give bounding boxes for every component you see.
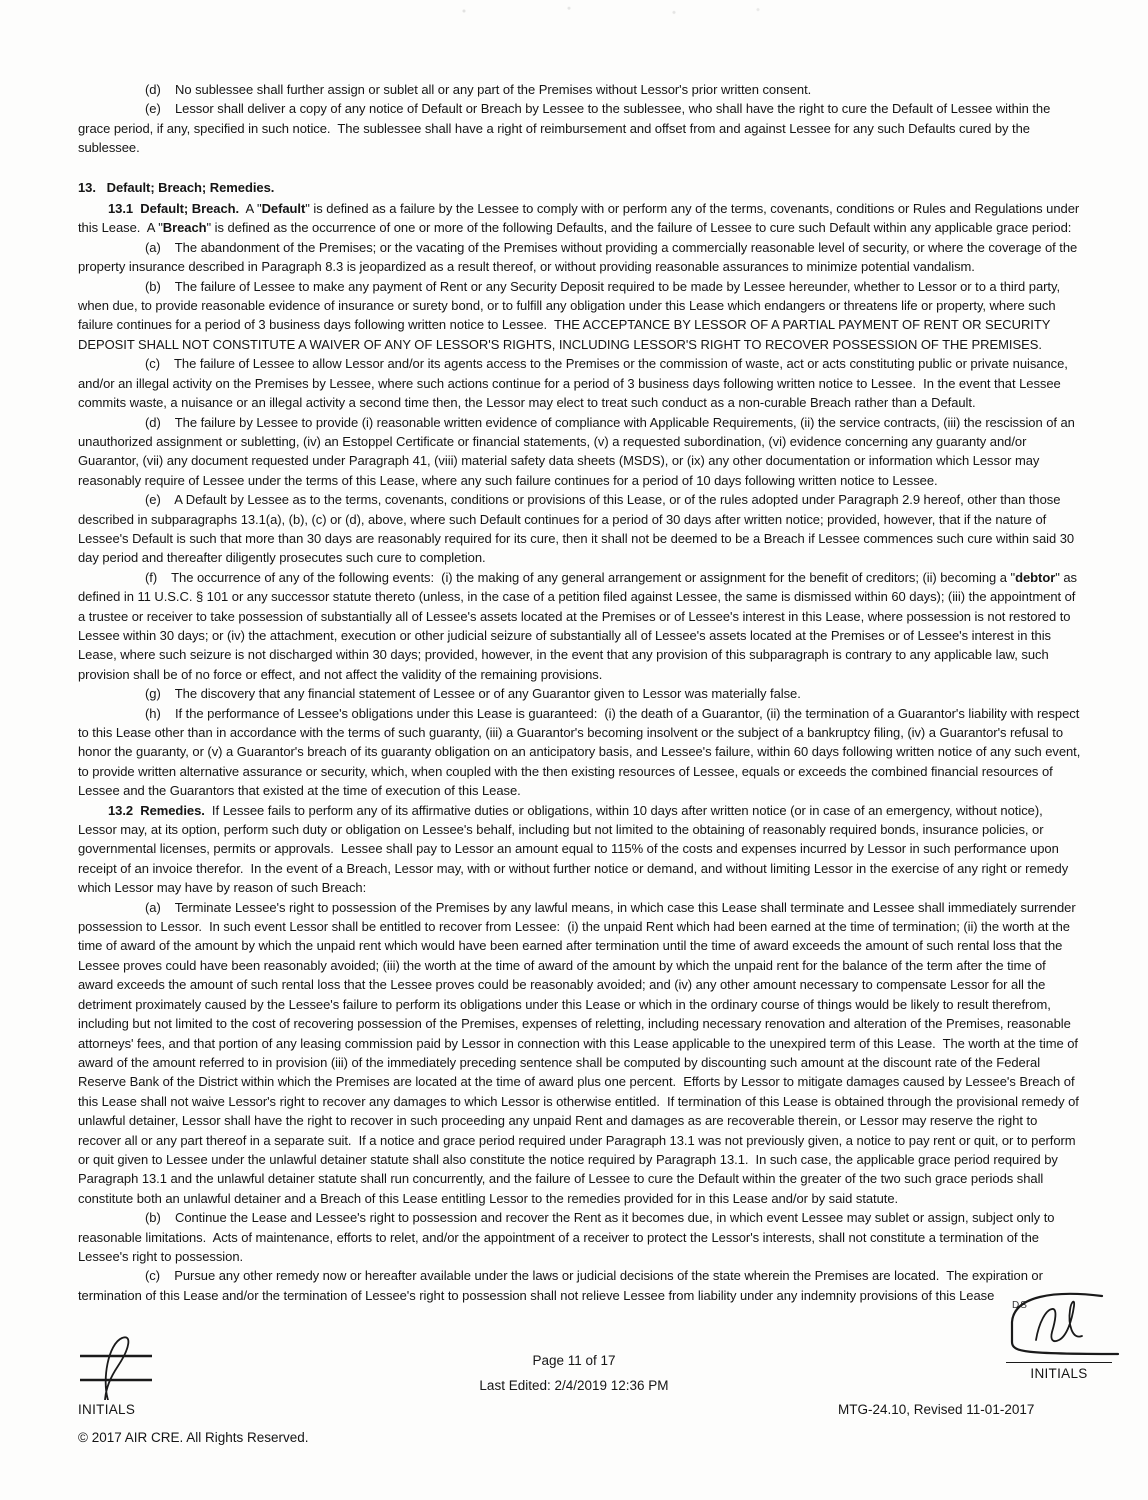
bold-text-run: 13.1 Default; Breach. (108, 201, 240, 217)
paragraph (78, 178, 1082, 197)
initials-block-right (984, 1292, 1134, 1381)
scan-artifact (380, 4, 800, 18)
initials-label-right: INITIALS (1030, 1366, 1088, 1381)
text-run: " as defined in 11 U.S.C. § 101 or any successor statute thereto (unless, in the case of a petition filed against Lessee, the same is dismissed within 60 days); (iii) the appointment of a trustee or receiver to take possession of substantially all of Lessee's assets located at the Premises or of Lessee's interest in this Lease, where possession is not restored to Lessee within 30 days; or (iv) the attachment, execution or other judicial seizure of substantially all of Lessee's assets located at the Premises or of Lessee's interest in this Lease, where such seizure is not discharged within 30 days; provided, however, in the event that any provision of this subparagraph is contrary to any applicable law, such provision shall be of no force or effect, and not affect the validity of the remaining provisions. (78, 569, 1081, 682)
docusign-tag: DS (1012, 1300, 1028, 1311)
paragraph (78, 99, 1082, 157)
paragraph (78, 704, 1082, 801)
text-run: (f) The occurrence of any of the following events: (i) the making of any general arrangement or assignment for the benefit of creditors; (ii) becoming a " (145, 569, 1016, 585)
text-run: (e) Lessor shall deliver a copy of any notice of Default or Breach by Lessee to the sublessee, who shall have the right to cure the Default of Lessee within the grace period, if any, specified in such notice. The sublessee shall have a right of reimbursement and offset from and against Lessee for any such Defaults cured by the sublessee. (78, 101, 1054, 156)
text-run: (a) Terminate Lessee's right to possession of the Premises by any lawful means, in which case this Lease shall terminate and Lessee shall immediately surrender possession to Lessor. In such event Lessor shall be entitled to recover from Lessee: (i) the unpaid Rent which had been earned at the time of termination; (ii) the worth at the time of award of the amount by which the unpaid rent which would have been earned after termination until the time of award exceeds the amount of such rental loss that the Lessee proves could have been reasonably avoided; (iii) the worth at the time of award of the amount by which the unpaid rent for the balance of the term after the time of award exceeds the amount of such rental loss that the Lessee proves could be reasonably avoided; and (iv) any other amount necessary to compensate Lessor for all the detriment proximately caused by the Lessee's failure to perform its obligations under this Lease or which in the ordinary course of things would be likely to result therefrom, including but not limited to the cost of recovering possession of the Premises, expenses of reletting, including necessary renovation and alteration of the Premises, reasonable attorneys' fees, and that portion of any leasing commission paid by Lessor in connection with this Lease applicable to the unexpired term of this Lease. The worth at the time of award of the amount referred to in provision (iii) of the immediately preceding sentence shall be computed by discounting such amount at the discount rate of the Federal Reserve Bank of the District within which the Premises are located at the time of award plus one percent. Efforts by Lessor to mitigate damages caused by Lessee's Breach of this Lease shall not waive Lessor's right to recover any damages to which Lessor is otherwise entitled. If termination of this Lease is obtained through the provisional remedy of unlawful detainer, Lessor shall have the right to recover in such proceeding any unpaid Rent and damages as are recoverable therein, or Lessor may reserve the right to recover all or any part thereof in a separate suit. If a notice and grace period required under Paragraph 13.1 was not previously given, a notice to pay rent or quit, or to perform or quit given to Lessee under the unlawful detainer statute shall also constitute the notice required by Paragraph 13.1. In such case, the applicable grace period required by Paragraph 13.1 and the unlawful detainer statute shall run concurrently, and the failure of Lessee to cure the Default within the greater of the two such grace periods shall constitute both an unlawful detainer and a Breach of this Lease entitling Lessor to the remedies provided for in this Lease and/or by said statute. (78, 899, 1083, 1206)
text-run: (b) The failure of Lessee to make any payment of Rent or any Security Deposit required to be made by Lessee hereunder, whether to Lessor or to a third party, when due, to provide reasonable evidence of insurance or surety bond, or to fulfill any obligation under this Lease which endangers or threatens life or property, where such failure continues for a period of 3 business days following written notice to Lessee. THE ACCEPTANCE BY LESSOR OF A PARTIAL PAYMENT OF RENT OR SECURITY DEPOSIT SHALL NOT CONSTITUTE A WAIVER OF ANY OF LESSOR'S RIGHTS, INCLUDING LESSOR'S RIGHT TO RECOVER POSSESSION OF THE PREMISES. (78, 278, 1064, 352)
text-run: (e) A Default by Lessee as to the terms, covenants, conditions or provisions of this Lease, or of the rules adopted under Paragraph 2.9 hereof, other than those described in subparagraphs 13.1(a), (b), (c) or (d), above, where such Default continues for a period of 30 days after written notice; provided, however, that if the nature of Lessee's Default is such that more than 30 days are reasonably required for its cure, then it shall not be deemed to be a Breach if Lessee commences such cure within said 30 day period and thereafter diligently prosecutes such cure to completion. (78, 492, 1078, 566)
bold-text-run: Breach (162, 220, 207, 236)
footer-center (0, 1348, 1148, 1398)
initials-line-right (1006, 1362, 1112, 1363)
copyright-notice: © 2017 AIR CRE. All Rights Reserved. (78, 1430, 309, 1445)
text-run: (d) The failure by Lessee to provide (i) reasonable written evidence of compliance with Applicable Requirements, (ii) the service contracts, (iii) the rescission of an unauthorized assignment or subletting, (iv) an Estoppel Certificate or financial statements, (v) a requested subordination, (vi) evidence concerning any guaranty and/or Guarantor, (vii) any document requested under Paragraph 41, (viii) material safety data sheets (MSDS), or (ix) any other documentation or information which Lessor may reasonably require of Lessee under the terms of this Lease, where any such failure continues for a period of 10 days following written notice to Lessee. (78, 414, 1079, 488)
document-body (78, 80, 1082, 1305)
text-run: " is defined as the occurrence of one or more of the following Defaults, and the failure of Lessee to cure such Default within any applicable grace period: (206, 220, 1072, 236)
paragraph (78, 238, 1082, 277)
text-run: (d) No sublessee shall further assign or sublet all or any part of the Premises without Lessor's prior written consent. (145, 82, 812, 97)
text-run: (c) Pursue any other remedy now or hereafter available under the laws or judicial decisions of the state wherein the Premises are located. The expiration or termination of this Lease and/or the termination of Lessee's right to possession shall not relieve Lessee from liability under any indemnity provisions of this Lease (78, 1268, 1047, 1303)
paragraph (78, 354, 1082, 412)
initials-label-left: INITIALS (78, 1402, 136, 1417)
bold-text-run: 13.2 Remedies. (108, 802, 205, 818)
bold-text-run: Default (261, 201, 306, 217)
text-run: (g) The discovery that any financial statement of Lessee or of any Guarantor given to Lessor was materially false. (145, 686, 801, 702)
text-run: (h) If the performance of Lessee's obligations under this Lease is guaranteed: (i) the death of a Guarantor, (ii) the termination of a Guarantor's liability with respect to this Lease other than in accordance with the terms of such guaranty, (iii) a Guarantor's becoming insolvent or the subject of a bankruptcy filing, (iv) a Guarantor's refusal to honor the guaranty, or (v) a Guarantor's breach of its guaranty obligation on an anticipatory basis, and Lessee's failure, within 60 days following written notice of any such event, to provide written alternative assurance or security, which, when coupled with the then existing resources of Lessee, equals or exceeds the combined financial resources of Lessee and the Guarantors that existed at the time of execution of this Lease. (78, 705, 1084, 799)
paragraph (78, 1266, 1082, 1305)
text-run: (b) Continue the Lease and Lessee's right to possession and recover the Rent as it becomes due, in which event Lessee may sublet or assign, subject only to reasonable limitations. Acts of maintenance, efforts to relet, and/or the appointment of a receiver to protect the Lessor's interests, shall not constitute a termination of the Lessee's right to possession. (78, 1210, 1059, 1264)
paragraph (78, 684, 1082, 703)
paragraph (78, 277, 1082, 355)
text-run: A " (239, 201, 262, 217)
form-code: MTG-24.10, Revised 11-01-2017 (838, 1402, 1035, 1417)
text-run: (a) The abandonment of the Premises; or the vacating of the Premises without providing a commercially reasonable level of security, or where the coverage of the property insurance described in Paragraph 8.3 is jeopardized as a result thereof, or without providing reasonable assurances to minimize potential vandalism. (78, 239, 1081, 275)
paragraph (78, 80, 1082, 99)
paragraph (78, 490, 1082, 568)
paragraph (78, 199, 1082, 238)
paragraph (78, 898, 1082, 1209)
paragraph (78, 413, 1082, 491)
text-run: " is defined as a failure by the Lessee to comply with or perform any of the terms, covenants, conditions or Rules and Regulations under this Lease. A " (78, 201, 1083, 236)
page-number: Page 11 of 17 (532, 1353, 616, 1368)
paragraph (78, 1208, 1082, 1266)
text-run: (c) The failure of Lessee to allow Lessor and/or its agents access to the Premises or the commission of waste, act or acts constituting public or private nuisance, and/or an illegal activity on the Premises by Lessee, where such actions continue for a period of 3 business days following written notice to Lessee. In the event that Lessee commits waste, a nuisance or an illegal activity a second time then, the Lessor may elect to treat such conduct as a non-curable Breach rather than a Default. (78, 356, 1072, 411)
paragraph (78, 801, 1082, 898)
last-edited: Last Edited: 2/4/2019 12:36 PM (479, 1378, 669, 1393)
initials-handwriting-right (990, 1292, 1140, 1358)
text-run: If Lessee fails to perform any of its affirmative duties or obligations, within 10 days after written notice (or in case of an emergency, without notice), Lessor may, at its option, perform such duty or obligation on Lessee's behalf, including but not limited to the obtaining of reasonably required bonds, insurance policies, or governmental licenses, permits or approvals. Lessee shall pay to Lessor an amount equal to 115% of the costs and expenses incurred by Lessor in such performance upon receipt of an invoice therefor. In the event of a Breach, Lessor may, with or without further notice or demand, and without limiting Lessor in the exercise of any right or remedy which Lessor may have by reason of such Breach: (78, 802, 1072, 896)
paragraph (78, 568, 1082, 684)
bold-text-run: 13. Default; Breach; Remedies. (78, 179, 275, 195)
bold-text-run: debtor (1015, 569, 1056, 585)
